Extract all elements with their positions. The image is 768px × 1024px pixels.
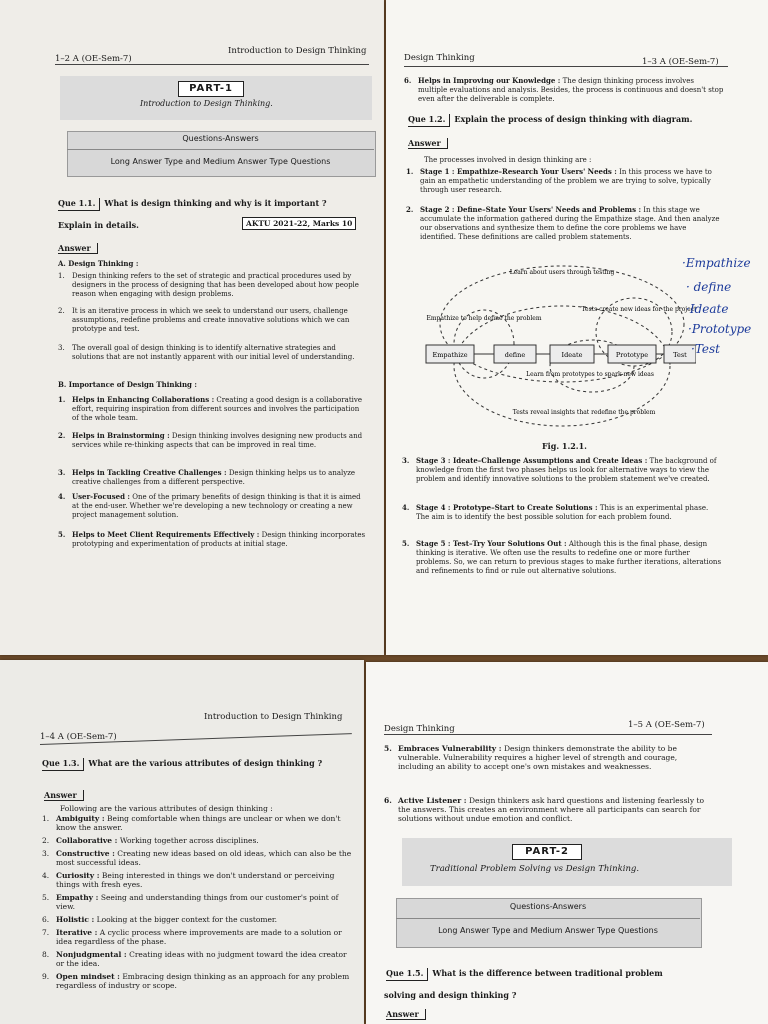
list-item: 3. Stage 3 : Ideate–Challenge Assumptions and Create Ideas : The background of knowledge from the first two phases helps us look for alternative ways to view the problem and identify innovative solutions to the problem statement we've created.: [402, 456, 717, 483]
svg-text:Ideate: Ideate: [561, 351, 583, 359]
attribute-description: Being comfortable when things are unclear or when we don't know the answer.: [56, 814, 341, 832]
top-loop-arc: [440, 266, 684, 382]
list-item: [42, 893, 354, 911]
handwritten-note: ·Empathize: [682, 256, 751, 270]
page-header-right: 1–5 A (OE-Sem-7): [628, 720, 705, 730]
list-item: [42, 972, 354, 990]
bottom-loop-label: Tests reveal insights that redefine the problem: [512, 409, 656, 416]
right-loop-label: Tests create new ideas for the project: [581, 306, 696, 313]
top-loop-label: Learn about users through testing: [509, 269, 615, 276]
attribute-name: Iterative :: [56, 928, 98, 937]
question-text-2: solving and design thinking ?: [384, 990, 517, 1000]
svg-text:define: define: [504, 351, 526, 359]
qa-subtitle: Long Answer Type and Medium Answer Type Questions: [110, 157, 331, 166]
attribute-description: Looking at the bigger context for the customer.: [96, 915, 278, 924]
list-number: 5.: [42, 893, 50, 902]
list-item: 2. It is an iterative process in which we seek to understand our users, challenge assumptions, redefine problems and create innovative solutions which we can prototype and test.: [58, 307, 350, 333]
part-label: PART-1: [178, 81, 244, 97]
design-thinking-diagram: [424, 262, 696, 434]
attribute-name: Nonjudgmental :: [56, 950, 127, 959]
header-rule: [384, 734, 712, 735]
list-item: 4. User-Focused : One of the primary benefits of design thinking is that it is aimed at the end-user. Whether we're developing a new technology or creating a new project management solution.: [58, 492, 361, 519]
answer-label: Answer: [408, 138, 448, 149]
answer-label: Answer: [386, 1009, 426, 1020]
list-number: 7.: [42, 928, 50, 937]
node-define: [494, 345, 536, 363]
qa-title: Questions-Answers: [509, 902, 587, 911]
question-text-2: Explain in details.: [58, 220, 139, 230]
question-text: What is the difference between traditional problem: [432, 968, 663, 978]
list-item: 1. Stage 1 : Empathize–Research Your Users' Needs : In this process we have to gain an empathetic understanding of the problem we are trying to solve, typically through user research.: [406, 167, 712, 194]
question-1-2: [408, 114, 692, 124]
list-item: [42, 836, 354, 845]
header-rule: [404, 66, 728, 67]
page-header-left: Design Thinking: [404, 53, 475, 63]
attribute-name: Open mindset :: [56, 972, 120, 981]
answer-label: Answer: [58, 243, 98, 254]
question-1-1: [58, 198, 327, 208]
qa-divider: [67, 149, 374, 150]
intro-text: Following are the various attributes of design thinking :: [60, 804, 273, 813]
question-number: Que 1.1.: [58, 198, 100, 211]
attribute-name: Collaborative :: [56, 836, 118, 845]
list-item: [42, 950, 354, 968]
attribute-description: Creating ideas with no judgment toward the idea creator or the idea.: [56, 950, 347, 968]
list-item: 5. Embraces Vulnerability : Design thinkers demonstrate the ability to be vulnerable. Vulnerability requires a higher level of strength and courage, including an ability to accept one's own mistakes and weaknesses.: [384, 744, 678, 771]
list-item: 1. Helps in Enhancing Collaborations : Creating a good design is a collaborative effort, requiring inspiration from different sources and involves the participation of the whole team.: [58, 395, 362, 422]
attribute-description: Creating new ideas based on old ideas, which can also be the most successful ideas.: [56, 849, 352, 867]
page-1-4: [0, 660, 364, 1024]
page-1-5: [366, 662, 768, 1024]
question-text: What are the various attributes of design thinking ?: [88, 758, 323, 768]
list-item: 2. Helps in Brainstorming : Design thinking involves designing new products and services while re-thinking aspects that can be improved in real time.: [58, 431, 363, 449]
inner-loop-label: Learn from prototypes to spark new ideas: [526, 371, 654, 378]
attribute-description: Working together across disciplines.: [119, 836, 259, 845]
handwritten-note: ·Prototype: [688, 322, 752, 336]
list-item: [42, 928, 354, 946]
left-loop-label: Empathize to help define the problem: [426, 315, 542, 322]
attribute-name: Constructive :: [56, 849, 115, 858]
list-item: [42, 814, 354, 832]
section-b-heading: B. Importance of Design Thinking :: [58, 380, 197, 389]
list-item: 6. Active Listener : Design thinkers ask hard questions and listening fearlessly to the answers. This creates an environment where all participants can search for solutions without undue emotion and conflict.: [384, 796, 704, 823]
list-item: 1. Design thinking refers to the set of strategic and practical procedures used by designers in the process of designing that has been developed about how people reason when engaging with design problems.: [58, 272, 359, 298]
header-rule: [55, 64, 369, 65]
handwritten-note: ·Ideate: [686, 302, 729, 316]
list-number: 6.: [42, 915, 50, 924]
attribute-name: Ambiguity :: [56, 814, 105, 823]
page-header-right: Introduction to Design Thinking: [204, 712, 343, 722]
question-1-5: [386, 968, 663, 978]
handwritten-note: · define: [686, 280, 732, 294]
question-number: Que 1.2.: [408, 114, 450, 127]
marks-badge: AKTU 2021-22, Marks 10: [242, 217, 356, 230]
attribute-name: Curiosity :: [56, 871, 100, 880]
page-1-22: [0, 0, 384, 655]
attribute-name: Holistic :: [56, 915, 95, 924]
list-number: 1.: [42, 814, 50, 823]
attribute-description: A cyclic process where improvements are made to a solution or idea regardless of the phase.: [56, 928, 342, 946]
list-number: 4.: [42, 871, 50, 880]
question-number: Que 1.3.: [42, 758, 84, 771]
node-empathize: [426, 345, 474, 363]
part-label: PART-2: [512, 844, 582, 860]
question-text: What is design thinking and why is it important ?: [104, 198, 327, 208]
attribute-description: Seeing and understanding things from our customer's point of view.: [56, 893, 339, 911]
list-item: 3. Helps in Tackling Creative Challenges : Design thinking helps us to analyze creative challenges from a different perspective.: [58, 468, 356, 486]
svg-text:Test: Test: [673, 351, 687, 359]
qa-subtitle: Long Answer Type and Medium Answer Type Questions: [438, 926, 658, 935]
page-header-left: Design Thinking: [384, 724, 455, 734]
handwritten-note: ·Test: [691, 342, 720, 356]
list-number: 2.: [42, 836, 50, 845]
svg-text:Prototype: Prototype: [615, 351, 649, 359]
page-header-right: Introduction to Design Thinking: [228, 46, 367, 56]
figure-caption: Fig. 1.2.1.: [542, 441, 587, 451]
part-subtitle: Traditional Problem Solving vs Design Thinking.: [430, 864, 640, 874]
list-item: 4. Stage 4 : Prototype–Start to Create Solutions : This is an experimental phase. The aim is to identify the best possible solution for each problem found.: [402, 503, 709, 521]
list-item: [42, 871, 354, 889]
page-header-left: 1–2 A (OE-Sem-7): [55, 54, 132, 64]
attribute-name: Empathy :: [56, 893, 99, 902]
list-number: 8.: [42, 950, 50, 959]
list-item: 5. Helps to Meet Client Requirements Effectively : Design thinking incorporates prototyping and experimentation of products at initial stage.: [58, 530, 366, 548]
part-subtitle: Introduction to Design Thinking.: [140, 99, 273, 108]
page-1-3: [386, 0, 768, 655]
node-ideate: [550, 345, 594, 363]
list-item: 5. Stage 5 : Test–Try Your Solutions Out : Although this is the final phase, design thinking is iterative. We often use the results to redefine one or more further problems. So, we can return to previous stages to make further iterations, alterations and refinements to find or rule out alternative solutions.: [402, 539, 722, 575]
list-item: [42, 915, 354, 924]
intro-text: The processes involved in design thinking are :: [424, 156, 592, 164]
question-number: Que 1.5.: [386, 968, 428, 981]
attribute-description: Being interested in things we don't understand or perceiving things with fresh eyes.: [56, 871, 335, 889]
qa-title: Questions-Answers: [182, 134, 259, 143]
list-item: 3. The overall goal of design thinking is to identify alternative strategies and solutions that are not instantly apparent with our initial level of understanding.: [58, 344, 355, 361]
attribute-description: Embracing design thinking as an approach for any problem regardless of industry or scope.: [56, 972, 350, 990]
list-item: [42, 849, 354, 867]
section-a-heading: A. Design Thinking :: [58, 259, 139, 268]
question-text: Explain the process of design thinking with diagram.: [454, 114, 693, 124]
node-prototype: [608, 345, 656, 363]
list-number: 3.: [42, 849, 50, 858]
list-number: 9.: [42, 972, 50, 981]
question-1-3: [42, 758, 322, 768]
qa-divider: [396, 918, 700, 919]
svg-text:Empathize: Empathize: [432, 351, 468, 359]
answer-label: Answer: [44, 790, 84, 801]
page-header-right: 1–3 A (OE-Sem-7): [642, 57, 719, 67]
list-item: 6. Helps in Improving our Knowledge : The design thinking process involves multiple evaluations and analysis. Besides, the process is continuous and doesn't stop even after the deliverable is complete.: [404, 76, 724, 103]
list-item: 2. Stage 2 : Define–State Your Users' Needs and Problems : In this stage we accumulate the information gathered during the Empathize stage. And then analyze our observations and synthesize them to define the core problems we have identified. These definitions are called problem statements.: [406, 205, 720, 241]
page-header-left: 1–4 A (OE-Sem-7): [40, 732, 117, 742]
bottom-loop-arc: [454, 306, 670, 426]
